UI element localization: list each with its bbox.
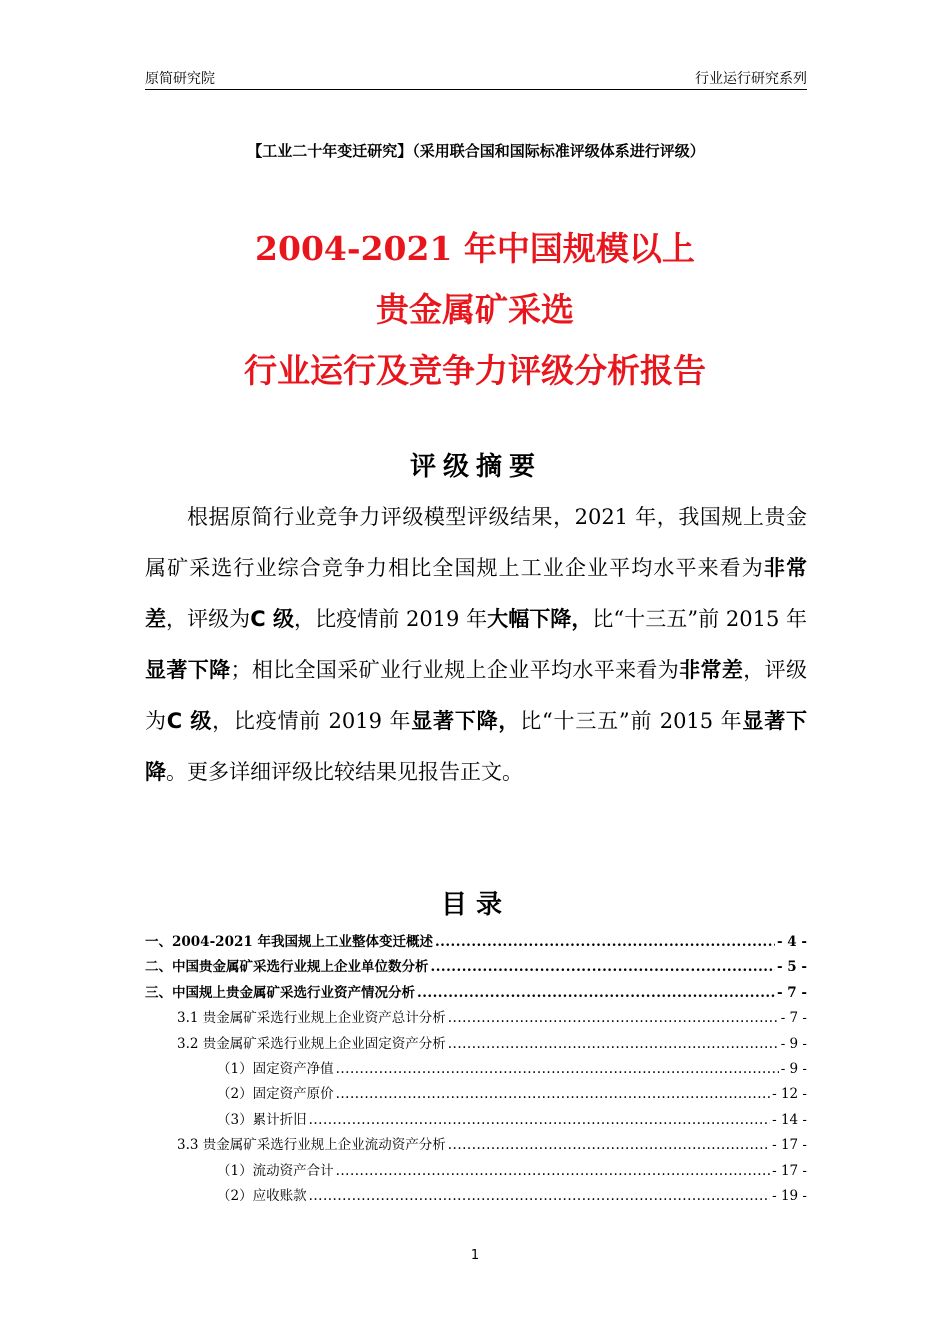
toc-leader-dots (417, 985, 775, 1001)
summary-text: 。更多详细评级比较结果见报告正文。 (166, 760, 523, 784)
toc-entry-page: - 4 - (777, 934, 807, 950)
toc-entry-label: 3.1 贵金属矿采选行业规上企业资产总计分析 (177, 1010, 446, 1027)
toc-entry-label: （2）应收账款 (217, 1187, 307, 1204)
toc-entry[interactable] (145, 930, 807, 955)
summary-text: ，评级为 (145, 658, 808, 733)
toc-entry-page: - 9 - (780, 1035, 807, 1052)
toc-leader-dots (309, 1188, 771, 1204)
summary-text: 根据原简行业竞争力评级模型评级结果，2021 年，我国规上贵金属矿采选行业综合竞争力相比全国规上工业企业平均水平来看为 (145, 505, 807, 580)
summary-text: ，比疫情前 2019 年 (294, 607, 488, 631)
summary-bold: 非常差 (679, 658, 744, 682)
toc-entry[interactable] (145, 955, 807, 980)
summary-paragraph (145, 492, 807, 798)
summary-bold: 非常差 (145, 556, 808, 631)
page-header (145, 64, 807, 88)
summary-text: 比“十三五”前 2015 年 (592, 607, 808, 631)
toc-entry-label: 三、中国规上贵金属矿采选行业资产情况分析 (145, 984, 415, 1001)
summary-heading: 评级摘要 (409, 452, 542, 482)
toc-entry-label: （2）固定资产原价 (217, 1086, 334, 1103)
toc-entry-page: - 17 - (772, 1162, 807, 1179)
series-line: 【工业二十年变迁研究】（采用联合国和国际标准评级体系进行评级） (247, 142, 705, 160)
toc-entry-label: 二、中国贵金属矿采选行业规上企业单位数分析 (145, 959, 429, 976)
toc-leader-dots (431, 959, 776, 975)
toc-entry-label: 3.2 贵金属矿采选行业规上企业固定资产分析 (177, 1035, 446, 1052)
toc-entry[interactable] (145, 1133, 807, 1158)
title-line-1: 2004-2021 年中国规模以上 (255, 229, 695, 268)
summary-text: ，评级为 (166, 607, 251, 631)
toc-leader-dots (448, 1036, 779, 1052)
toc-entry-page: - 12 - (772, 1086, 807, 1103)
toc-heading: 目录 (440, 890, 511, 920)
header-org-name: 原简研究院 (145, 71, 215, 87)
summary-bold: C 级 (166, 709, 213, 733)
toc-entry[interactable] (145, 1006, 807, 1031)
toc-entry[interactable] (145, 1184, 807, 1209)
toc-entry-page: - 19 - (772, 1187, 807, 1204)
toc-entry-page: - 7 - (780, 1010, 807, 1027)
toc-entry-label: （3）累计折旧 (217, 1111, 307, 1128)
toc-entry[interactable] (145, 981, 807, 1006)
toc-entry-page: - 9 - (780, 1060, 807, 1077)
toc-entry-label: 一、2004-2021 年我国规上工业整体变迁概述 (145, 934, 433, 950)
toc-entry[interactable] (145, 1032, 807, 1057)
toc-entry-label: （1）固定资产净值 (217, 1060, 334, 1077)
title-line-3: 行业运行及竞争力评级分析报告 (244, 351, 706, 390)
table-of-contents (145, 930, 807, 1209)
summary-text: ；相比全国采矿业行业规上企业平均水平来看为 (230, 658, 680, 682)
summary-bold: 显著下降 (145, 658, 231, 682)
toc-entry-label: 3.3 贵金属矿采选行业规上企业流动资产分析 (177, 1137, 446, 1154)
toc-entry[interactable] (145, 1057, 807, 1082)
toc-leader-dots (435, 934, 775, 950)
summary-bold: C 级 (250, 607, 295, 631)
header-series-name: 行业运行研究系列 (695, 71, 807, 87)
summary-bold: 显著下降 (145, 709, 808, 784)
summary-text: ，比疫情前 2019 年 (212, 709, 412, 733)
toc-entry-page: - 14 - (772, 1111, 807, 1128)
toc-entry-page: - 5 - (777, 959, 807, 976)
toc-leader-dots (336, 1086, 771, 1102)
summary-bold: 大幅下降， (487, 607, 593, 631)
toc-leader-dots (336, 1163, 771, 1179)
toc-entry[interactable] (145, 1082, 807, 1107)
summary-text: 比“十三五”前 2015 年 (520, 709, 743, 733)
toc-leader-dots (336, 1061, 779, 1077)
toc-entry-page: - 7 - (777, 984, 807, 1001)
page-number: 1 (470, 1248, 480, 1263)
toc-entry[interactable] (145, 1108, 807, 1133)
report-title (100, 218, 850, 401)
title-line-2: 贵金属矿采选 (376, 290, 574, 329)
summary-bold: 显著下降， (411, 709, 521, 733)
toc-entry-page: - 17 - (772, 1137, 807, 1154)
toc-entry[interactable] (145, 1159, 807, 1184)
toc-entry-label: （1）流动资产合计 (217, 1162, 334, 1179)
toc-leader-dots (448, 1010, 779, 1026)
header-rule (145, 89, 807, 90)
toc-leader-dots (448, 1137, 770, 1153)
toc-leader-dots (309, 1112, 771, 1128)
